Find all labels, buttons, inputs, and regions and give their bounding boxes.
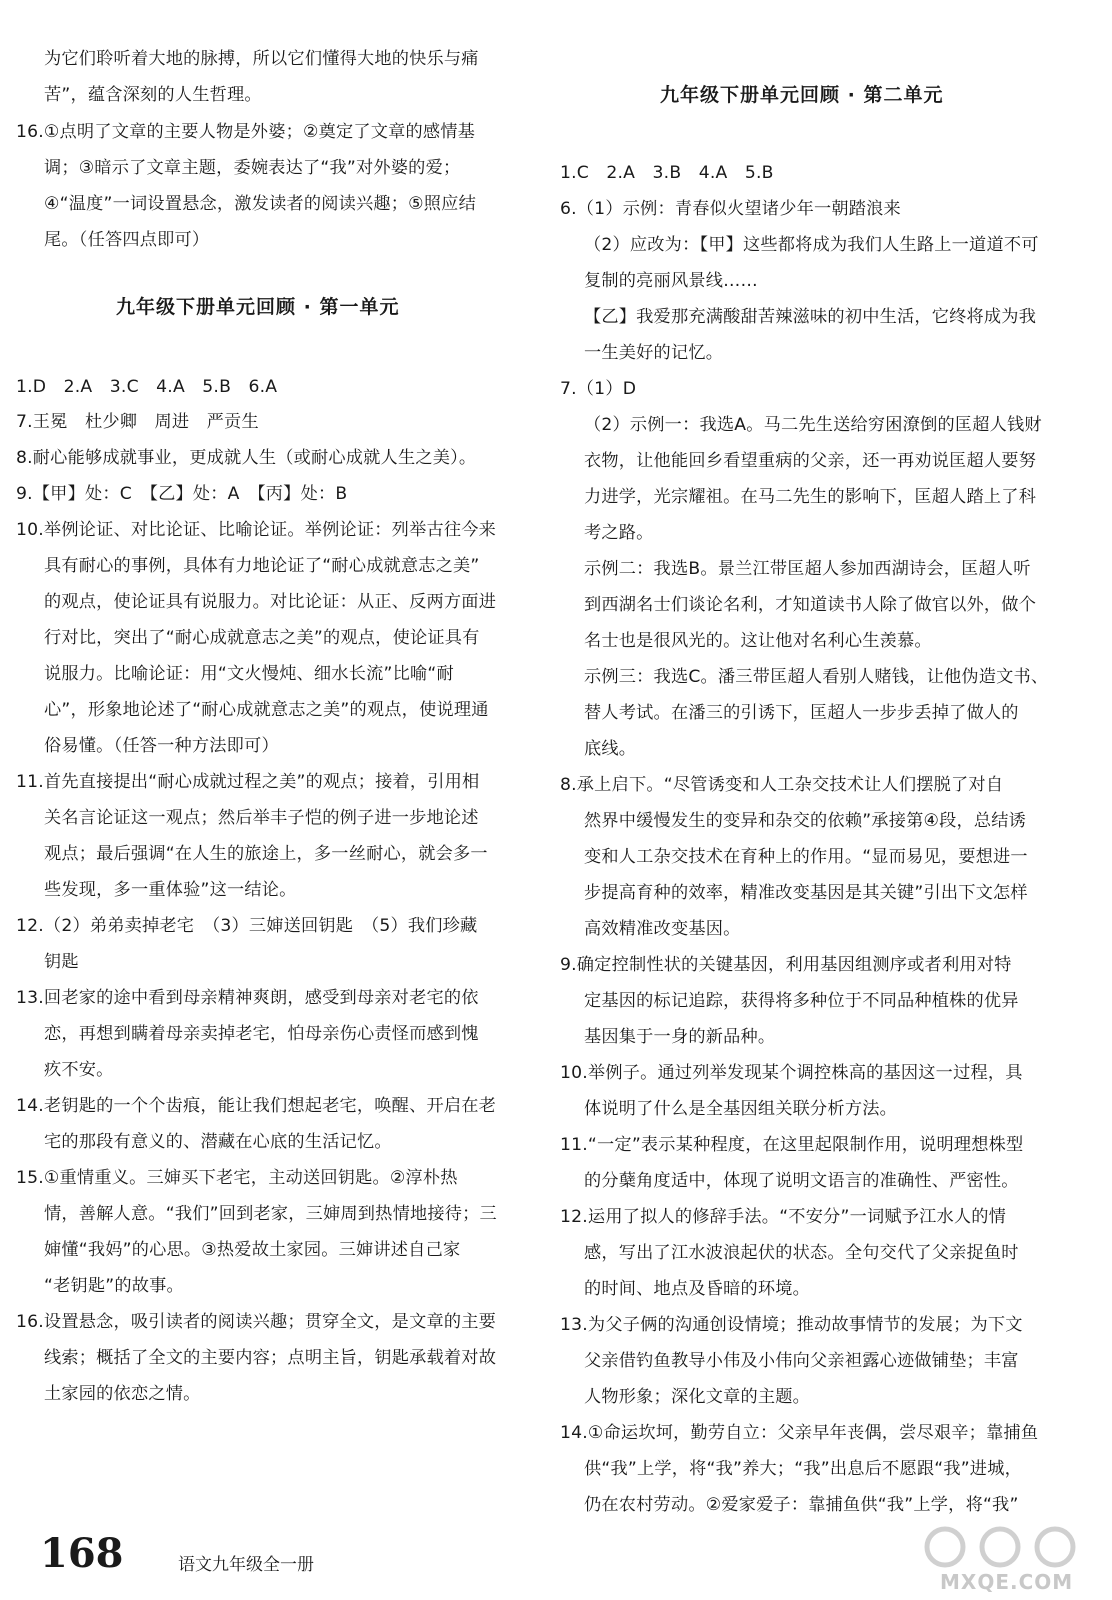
answer-line: 1.D 2.A 3.C 4.A 5.B 6.A <box>16 377 278 397</box>
text-line: 【乙】我爱那充满酸甜苦辣滋味的初中生活，它终将成为我 <box>584 307 1037 327</box>
answer-line: 12.运用了拟人的修辞手法。“不安分”一词赋予江水人的情 <box>560 1207 1007 1227</box>
answer-line: 10.举例论证、对比论证、比喻论证。举例论证：列举古往今来 <box>16 520 497 540</box>
text-line: 定基因的标记追踪，获得将多种位于不同品种植株的优异 <box>584 991 1019 1011</box>
watermark-text: MXQE.COM <box>940 1570 1074 1594</box>
text-line: 恋，再想到瞒着母亲卖掉老宅，怕母亲伤心责怪而感到愧 <box>44 1024 479 1044</box>
text-line: 的观点，使论证具有说服力。对比论证：从正、反两方面进 <box>44 592 497 612</box>
text-line: 力进学，光宗耀祖。在马二先生的影响下，匡超人踏上了科 <box>584 487 1037 507</box>
text-line: 一生美好的记忆。 <box>584 343 724 363</box>
text-line: 然界中缓慢发生的变异和杂交的依赖”承接第④段，总结诱 <box>584 811 1027 831</box>
answer-line: 14.①命运坎坷，勤劳自立：父亲早年丧偶，尝尽艰辛；靠捕鱼 <box>560 1423 1039 1443</box>
text-line: 俗易懂。（任答一种方法即可） <box>44 736 279 756</box>
answer-line: 7.（1）D <box>560 379 637 399</box>
answer-line: 13.回老家的途中看到母亲精神爽朗，感受到母亲对老宅的依 <box>16 988 479 1008</box>
text-line: 人物形象；深化文章的主题。 <box>584 1387 811 1407</box>
text-line: 变和人工杂交技术在育种上的作用。“显而易见，要想进一 <box>584 847 1028 867</box>
answer-line: 1.C 2.A 3.B 4.A 5.B <box>560 163 774 183</box>
answer-line: 15.①重情重义。三婶买下老宅，主动送回钥匙。②淳朴热 <box>16 1168 458 1188</box>
text-line: 情，善解人意。“我们”回到老家，三婶周到热情地接待；三 <box>44 1204 497 1224</box>
section-title-unit2: 九年级下册单元回顾 · 第二单元 <box>660 84 944 106</box>
text-line: 些发现，多一重体验”这一结论。 <box>44 880 297 900</box>
text-line: 示例二：我选B。景兰江带匡超人参加西湖诗会，匡超人听 <box>584 559 1031 579</box>
text-line: 疚不安。 <box>44 1060 114 1080</box>
text-line: 示例三：我选C。潘三带匡超人看别人赌钱，让他伪造文书、 <box>584 667 1049 687</box>
book-title: 语文九年级全一册 <box>178 1555 314 1575</box>
answer-line: 14.老钥匙的一个个齿痕，能让我们想起老宅，唤醒、开启在老 <box>16 1096 497 1116</box>
text-line: 土家园的依恋之情。 <box>44 1384 201 1404</box>
text-line: 说服力。比喻论证：用“文火慢炖、细水长流”比喻“耐 <box>44 664 454 684</box>
answer-line: 9.【甲】处：C 【乙】处：A 【丙】处：B <box>16 484 348 504</box>
text-line: 线索；概括了全文的主要内容；点明主旨，钥匙承载着对故 <box>44 1348 497 1368</box>
text-line: 底线。 <box>584 739 637 759</box>
text-line: 具有耐心的事例，具体有力地论证了“耐心成就意志之美” <box>44 556 480 576</box>
text-line: 体说明了什么是全基因组关联分析方法。 <box>584 1099 897 1119</box>
text-line: 替人考试。在潘三的引诱下，匡超人一步步丢掉了做人的 <box>584 703 1019 723</box>
text-line: 钥匙 <box>44 952 79 972</box>
text-line: “老钥匙”的故事。 <box>44 1276 184 1296</box>
text-line: 高效精准改变基因。 <box>584 919 741 939</box>
text-line: 衣物，让他能回乡看望重病的父亲，还一再劝说匡超人要努 <box>584 451 1037 471</box>
page-number: 168 <box>40 1530 124 1577</box>
text-line: 名士也是很风光的。这让他对名利心生羡慕。 <box>584 631 932 651</box>
text-line: 婶懂“我妈”的心思。③热爱故土家园。三婶讲述自己家 <box>44 1240 461 1260</box>
text-line: 观点；最后强调“在人生的旅途上，多一丝耐心，就会多一 <box>44 844 488 864</box>
text-line: 苦”，蕴含深刻的人生哲理。 <box>44 85 262 105</box>
text-line: 的分蘖角度适中，体现了说明文语言的准确性、严密性。 <box>584 1171 1019 1191</box>
text-line: 感，写出了江水波浪起伏的状态。全句交代了父亲捉鱼时 <box>584 1243 1019 1263</box>
text-line: 尾。（任答四点即可） <box>44 230 210 250</box>
text-line: 考之路。 <box>584 523 654 543</box>
text-line: 调；③暗示了文章主题，委婉表达了“我”对外婆的爱； <box>44 158 461 178</box>
text-line: 到西湖名士们谈论名利，才知道读书人除了做官以外，做个 <box>584 595 1037 615</box>
text-line: 心”，形象地论述了“耐心成就意志之美”的观点，使说理通 <box>44 700 489 720</box>
answer-line: 11.首先直接提出“耐心成就过程之美”的观点；接着，引用相 <box>16 772 480 792</box>
answer-line: 8.承上启下。“尽管诱变和人工杂交技术让人们摆脱了对自 <box>560 775 1004 795</box>
answer-line: 13.为父子俩的沟通创设情境；推动故事情节的发展；为下文 <box>560 1315 1023 1335</box>
answer-line: 6.（1）示例：青春似火望诸少年一朝踏浪来 <box>560 199 901 219</box>
text-line: 的时间、地点及昏暗的环境。 <box>584 1279 811 1299</box>
answer-16-line: 16.①点明了文章的主要人物是外婆；②奠定了文章的感情基 <box>16 122 476 142</box>
answer-line: 10.举例子。通过列举发现某个调控株高的基因这一过程，具 <box>560 1063 1023 1083</box>
text-line: （2）应改为：【甲】这些都将成为我们人生路上一道道不可 <box>584 235 1039 255</box>
text-line: 供“我”上学，将“我”养大；“我”出息后不愿跟“我”进城， <box>584 1459 1022 1479</box>
answer-line: 8.耐心能够成就事业，更成就人生（或耐心成就人生之美）。 <box>16 448 477 468</box>
text-line: 行对比，突出了“耐心成就意志之美”的观点，使论证具有 <box>44 628 480 648</box>
text-line: 复制的亮丽风景线…… <box>584 271 758 291</box>
answer-line: 7.王冕 杜少卿 周进 严贡生 <box>16 412 259 432</box>
answer-line: 11.“一定”表示某种程度，在这里起限制作用，说明理想株型 <box>560 1135 1024 1155</box>
text-line: ④“温度”一词设置悬念，激发读者的阅读兴趣；⑤照应结 <box>44 194 476 214</box>
text-line: 基因集于一身的新品种。 <box>584 1027 776 1047</box>
text-line: 宅的那段有意义的、潜藏在心底的生活记忆。 <box>44 1132 392 1152</box>
text-line: 仍在农村劳动。②爱家爱子：靠捕鱼供“我”上学，将“我” <box>584 1495 1019 1515</box>
text-line: 关名言论证这一观点；然后举丰子恺的例子进一步地论述 <box>44 808 479 828</box>
answer-line: 12.（2）弟弟卖掉老宅 （3）三婶送回钥匙 （5）我们珍藏 <box>16 916 478 936</box>
answer-line: 16.设置悬念，吸引读者的阅读兴趣；贯穿全文，是文章的主要 <box>16 1312 497 1332</box>
section-title-unit1: 九年级下册单元回顾 · 第一单元 <box>116 296 400 318</box>
answer-line: 9.确定控制性状的关键基因，利用基因组测序或者利用对特 <box>560 955 1012 975</box>
text-line: 为它们聆听着大地的脉搏，所以它们懂得大地的快乐与痛 <box>44 49 479 69</box>
text-line: 父亲借钓鱼教导小伟及小伟向父亲袒露心迹做铺垫；丰富 <box>584 1351 1019 1371</box>
text-line: 步提高育种的效率，精准改变基因是其关键”引出下文怎样 <box>584 883 1028 903</box>
text-line: （2）示例一：我选A。马二先生送给穷困潦倒的匡超人钱财 <box>584 415 1042 435</box>
